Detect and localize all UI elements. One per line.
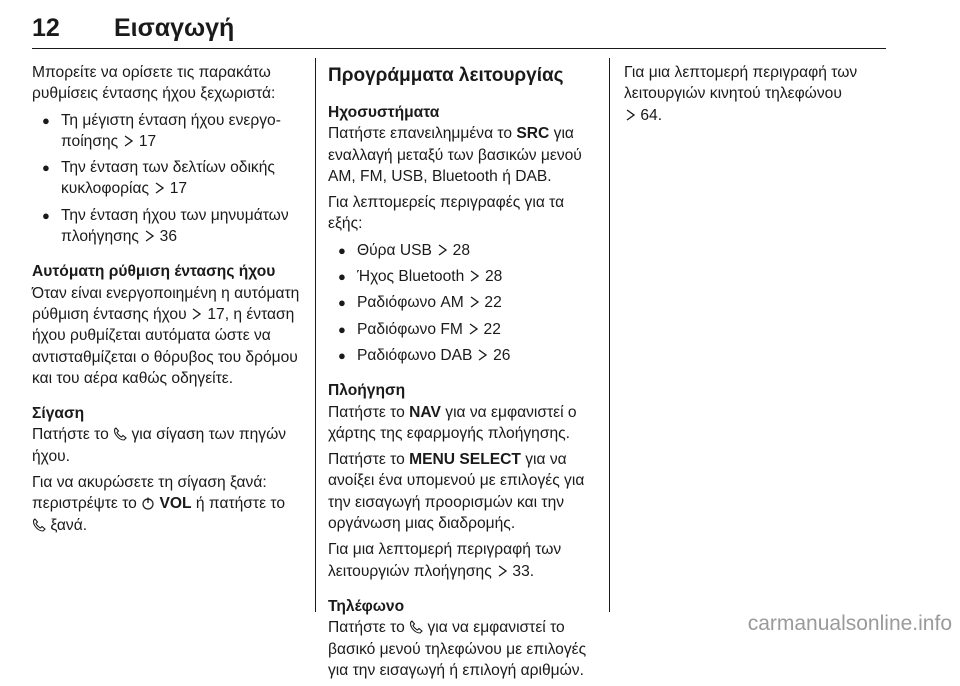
phone-heading: Τηλέφωνο — [328, 597, 405, 615]
list-item: ● Την ένταση ήχου των μηνυμάτων πλοήγησης 36 — [32, 205, 302, 248]
page-header — [32, 14, 886, 49]
page-ref[interactable]: 33 — [512, 562, 530, 580]
page-ref-arrow-icon — [123, 131, 135, 152]
mute-text: Πατήστε το για σίγαση των πηγών ήχου. — [32, 426, 287, 465]
page-ref[interactable]: 64 — [640, 106, 658, 124]
auto-volume-section — [32, 261, 302, 389]
page-number: 12 — [32, 14, 60, 42]
list-item: ● Θύρα USB 28 — [328, 240, 596, 261]
page-ref[interactable]: 28 — [484, 268, 503, 286]
phone-icon — [113, 427, 127, 441]
page-ref[interactable]: 28 — [452, 241, 470, 259]
audio-sources-list — [328, 240, 596, 366]
list-item: ● Τη μέγιστη ένταση ήχου ενεργοποίησης 17 — [32, 110, 302, 153]
list-item: ● Ραδιόφωνο AM 22 — [328, 292, 596, 313]
page-ref-arrow-icon — [468, 292, 480, 313]
page-ref[interactable]: 26 — [493, 346, 511, 364]
column-divider-1 — [315, 58, 316, 612]
column-2 — [328, 62, 596, 686]
menu-select-text: Πατήστε το MENU SELECT για να ανοίξει ένα υπομενού με επιλογές για την εισαγωγή προορισμών και την οργάνωση μιας διαδρομής. — [328, 451, 585, 533]
audio-systems-heading: Ηχοσυστήματα — [328, 104, 440, 121]
mute-heading: Σίγαση — [32, 405, 85, 423]
page-ref-arrow-icon — [143, 226, 155, 247]
page-ref[interactable]: 36 — [159, 228, 177, 246]
auto-volume-text: Όταν είναι ενεργοποιημένη η αυτόματη ρύθμιση έντασης ήχου 17, η ένταση ήχου ρυθμίζεται αυτόματα ώστε να αντισταθμίζεται ο θόρυβος του δρόμου και του αέρα καθώς οδηγείτε. — [32, 284, 300, 387]
unmute-text: Για να ακυρώσετε τη σίγαση ξανά: περιστρέψτε το VOL ή πατήστε το ξανά. — [32, 474, 285, 534]
intro-text: Μπορείτε να ορίσετε τις παρακάτω ρυθμίσεις έντασης ήχου ξεχωριστά: — [32, 64, 276, 103]
phone-text: Πατήστε το για να εμφανιστεί το βασικό μενού τηλεφώνου με επιλογές για την εισαγωγή ή επιλογή αριθμών. — [328, 619, 587, 679]
page-ref[interactable]: 22 — [484, 294, 502, 312]
volume-settings-list — [32, 110, 302, 248]
navigation-text: Πατήστε το NAV για να εμφανιστεί ο χάρτης της εφαρμογής πλοήγησης. — [328, 403, 577, 442]
list-item: ● Ραδιόφωνο DAB 26 — [328, 345, 596, 366]
list-item: ● Ραδιόφωνο FM 22 — [328, 319, 596, 340]
page-ref-arrow-icon — [624, 105, 636, 126]
power-icon — [141, 496, 155, 510]
navigation-heading: Πλοήγηση — [328, 382, 406, 400]
section-title: Εισαγωγή — [114, 14, 235, 42]
watermark: carmanualsonline.info — [747, 612, 952, 635]
operation-modes-heading: Προγράμματα λειτουργίας — [328, 65, 564, 86]
page-ref-arrow-icon — [496, 561, 508, 582]
phone-icon — [32, 518, 46, 532]
page-ref-arrow-icon — [191, 304, 203, 325]
page-ref-arrow-icon — [467, 319, 479, 340]
page-ref[interactable]: 17 — [207, 305, 225, 323]
detail-text: Για λεπτομερείς περιγραφές για τα εξής: — [328, 194, 565, 233]
page-ref-arrow-icon — [436, 240, 448, 261]
mute-section — [32, 403, 302, 536]
page-ref-arrow-icon — [469, 266, 481, 287]
auto-volume-heading: Αυτόματη ρύθμιση έντασης ήχου — [32, 263, 276, 281]
audio-systems-text: Πατήστε επανειλημμένα το SRC για εναλλαγή μεταξύ των βασικών μενού AM, FM, USB, Bluetooth ή DAB. — [328, 125, 582, 185]
nav-detail-text: Για μια λεπτομερή περιγραφή των λειτουργιών πλοήγησης 33. — [328, 539, 596, 582]
list-item: ● Την ένταση των δελτίων οδικής κυκλοφορίας 17 — [32, 157, 302, 200]
column-3 — [624, 62, 886, 131]
list-item: ● Ήχος Bluetooth 28 — [328, 266, 596, 287]
phone-icon — [409, 620, 423, 634]
column-1 — [32, 62, 302, 550]
page-ref[interactable]: 17 — [138, 132, 157, 150]
page-ref[interactable]: 17 — [169, 180, 188, 198]
column-divider-2 — [609, 58, 610, 612]
page-ref-arrow-icon — [477, 345, 489, 366]
phone-detail-text: Για μια λεπτομερή περιγραφή των λειτουργιών κινητού τηλεφώνου 64. — [624, 62, 886, 126]
page-ref-arrow-icon — [153, 178, 165, 199]
page-ref[interactable]: 22 — [483, 320, 501, 338]
